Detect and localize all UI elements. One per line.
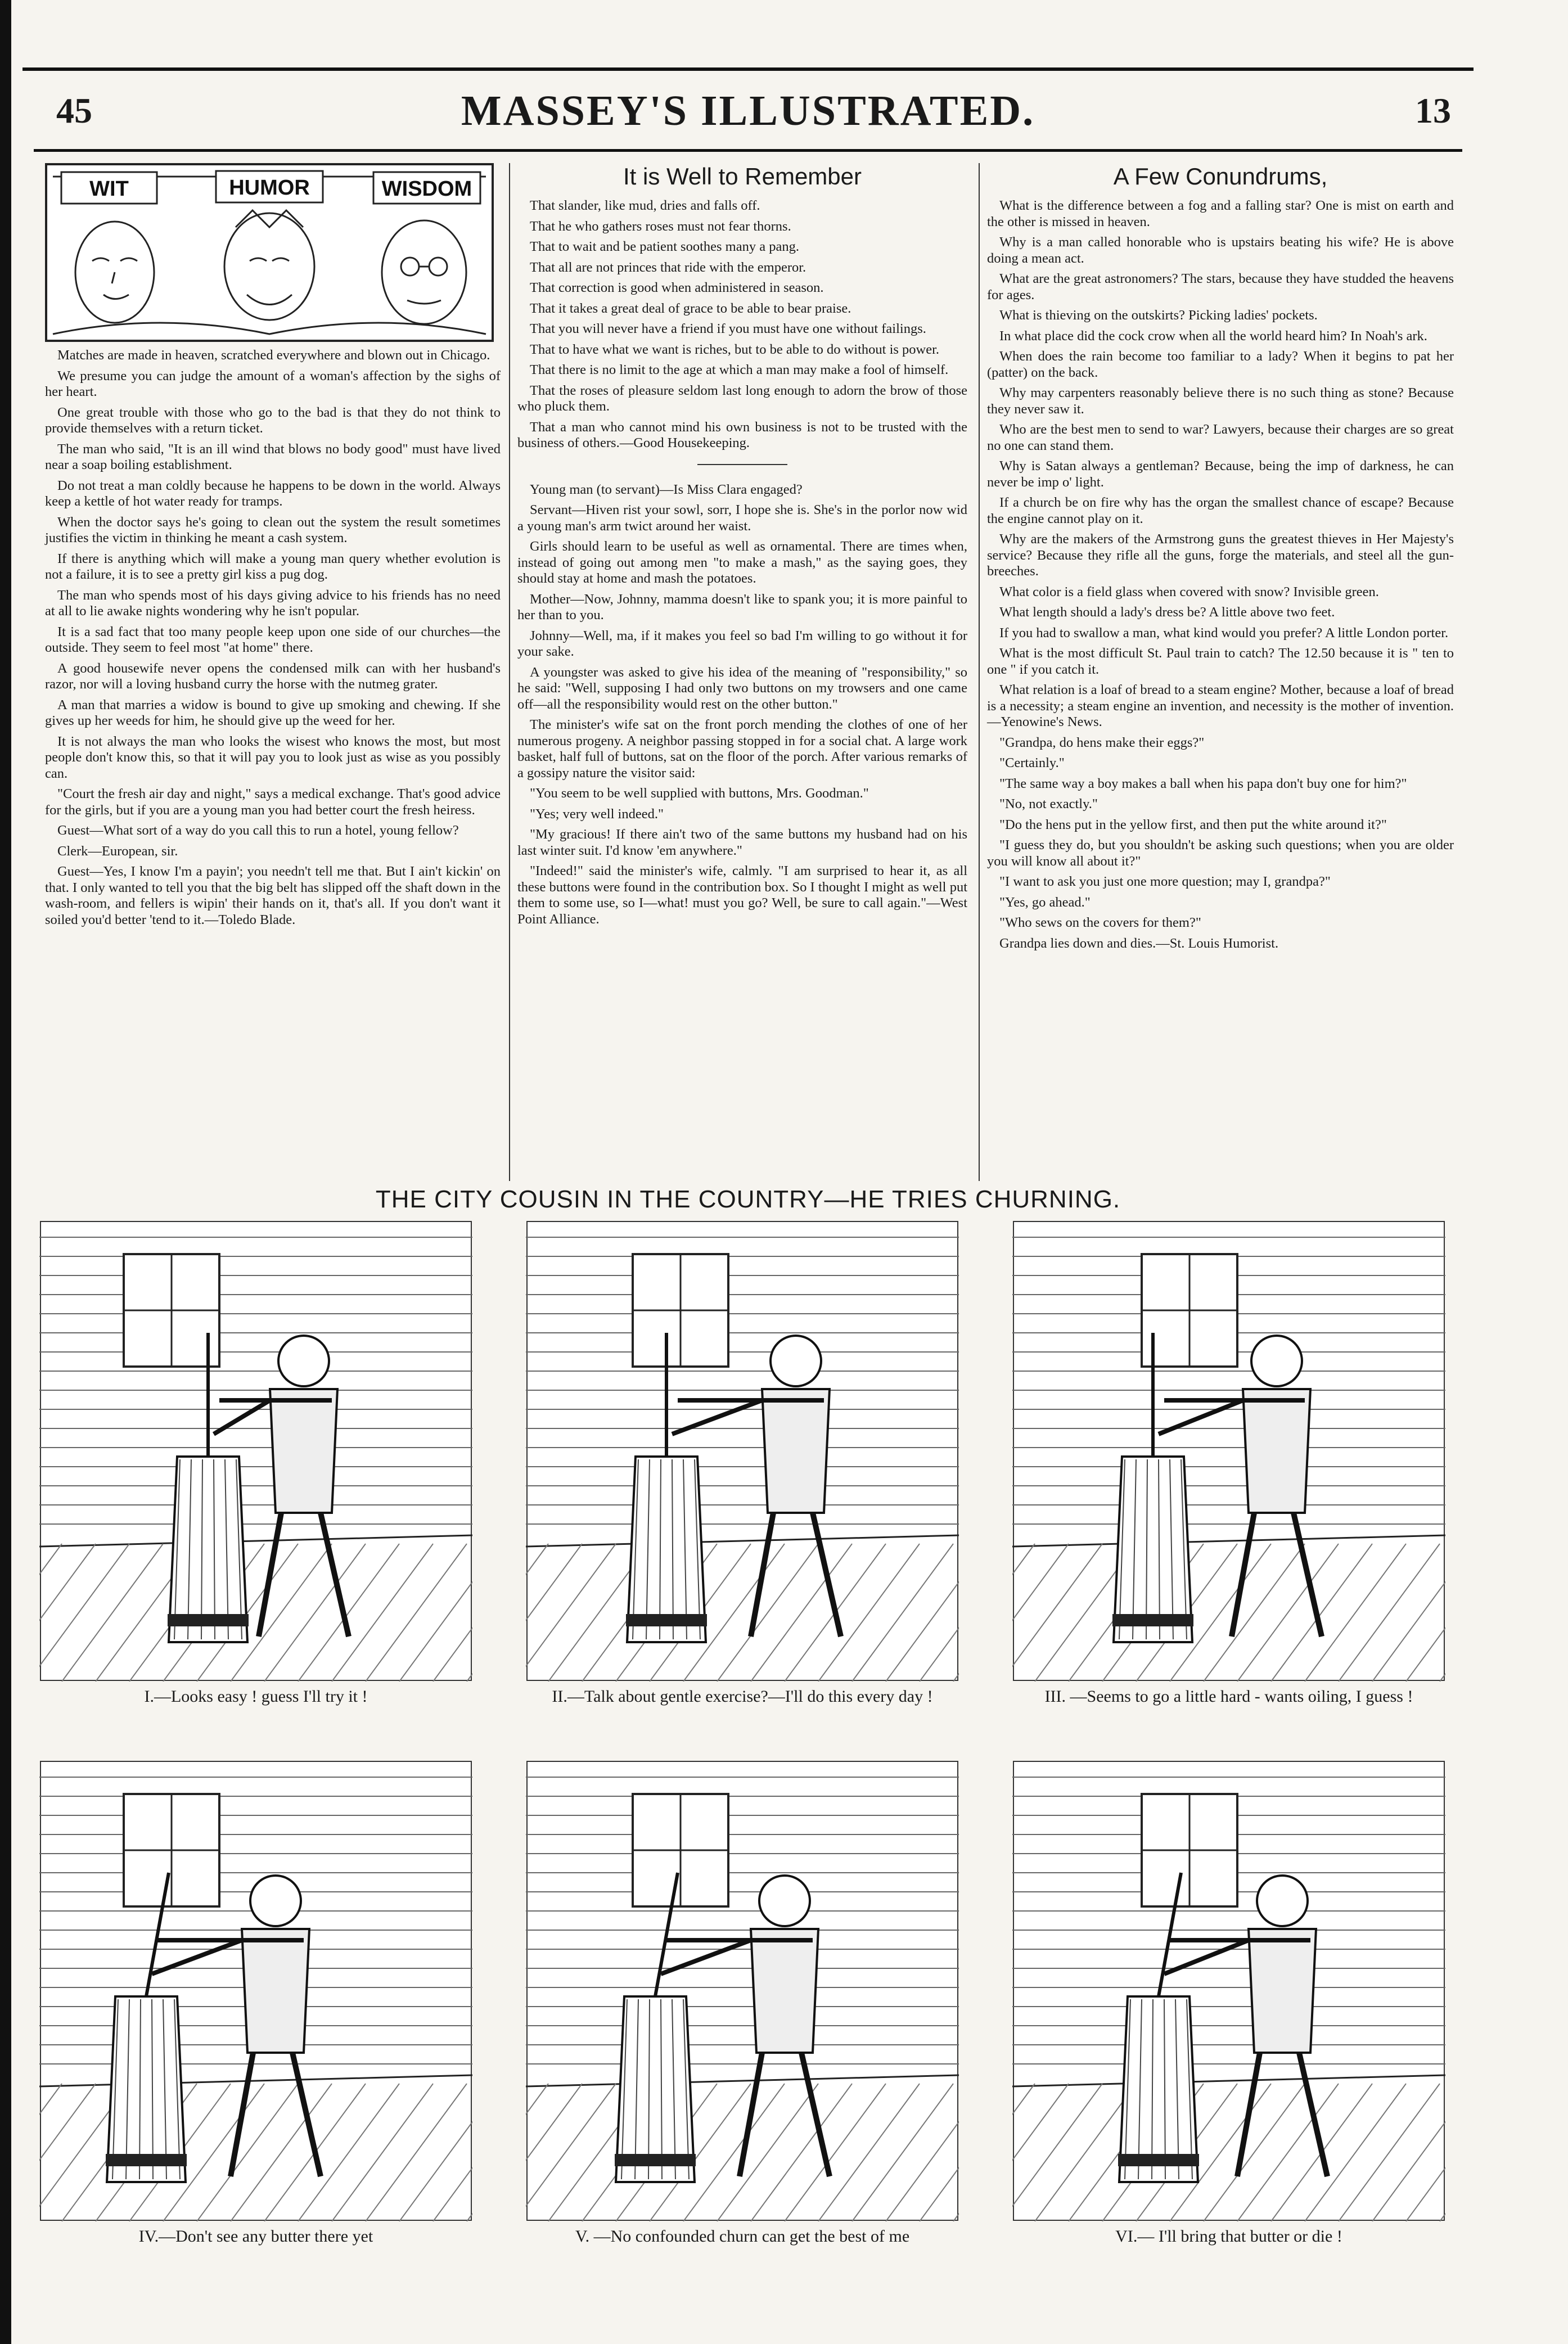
anecdote-paragraph: "My gracious! If there ain't two of the same buttons my husband had on his last winter suit. I'd know 'em anywhere." (517, 827, 967, 858)
section-divider (697, 464, 787, 465)
comic-caption-2: II.—Talk about gentle exercise?—I'll do this every day ! (552, 1687, 933, 1706)
banner-word-wit: WIT (89, 177, 129, 201)
conundrum-paragraph: "Certainly." (999, 755, 1065, 770)
joke-paragraph: Matches are made in heaven, scratched everywhere and blown out in Chicago. (57, 348, 490, 363)
anecdotes-list (517, 482, 967, 928)
article-title-conundrums: A Few Conundrums, (1113, 163, 1328, 190)
conundrum-paragraph: What are the great astronomers? The stars, because they have studded the heavens for ages. (987, 271, 1454, 303)
conundrum-paragraph: "Grandpa, do hens make their eggs?" (999, 734, 1205, 750)
comic-strip-title: THE CITY COUSIN IN THE COUNTRY—HE TRIES CHURNING. (375, 1185, 1121, 1213)
maxim-line: That you will never have a friend if you must have one without failings. (530, 321, 926, 336)
column-conundrums (987, 163, 1454, 956)
maxim-line: That to have what we want is riches, but to be able to do without is power. (530, 341, 940, 357)
comic-panel-4 (39, 1760, 472, 2246)
joke-paragraph: A man that marries a widow is bound to give up smoking and chewing. If she gives up her weeds for him, he should give up the weed for her. (45, 697, 501, 728)
anecdote-paragraph: "You seem to be well supplied with buttons, Mrs. Goodman." (530, 786, 869, 801)
conundrum-paragraph: If you had to swallow a man, what kind would you prefer? A little London porter. (999, 625, 1449, 641)
banner-word-humor: HUMOR (229, 176, 310, 200)
conundrum-paragraph: In what place did the cock crow when all the world heard him? In Noah's ark. (999, 328, 1427, 344)
joke-paragraph: Guest—What sort of a way do you call this to run a hotel, young fellow? (57, 823, 459, 838)
header-rule (34, 149, 1462, 152)
conundrum-paragraph: Why may carpenters reasonably believe there is no such thing as stone? Because they never saw it. (987, 385, 1454, 417)
maxims-list (517, 198, 967, 452)
article-title-well-to-remember: It is Well to Remember (623, 163, 862, 190)
conundrum-paragraph: What color is a field glass when covered with snow? Invisible green. (999, 584, 1379, 599)
maxim-line: That the roses of pleasure seldom last long enough to adorn the brow of those who pluck them. (517, 382, 967, 414)
joke-paragraph: The man who said, "It is an ill wind that blows no body good" must have lived near a soap boiling establishment. (45, 441, 501, 472)
maxim-line: That all are not princes that ride with the emperor. (530, 259, 806, 275)
column-divider (509, 163, 510, 1181)
comic-caption-6: VI.— I'll bring that butter or die ! (1115, 2227, 1342, 2246)
comic-panel-5 (526, 1760, 959, 2246)
conundrum-paragraph: What is thieving on the outskirts? Picking ladies' pockets. (999, 308, 1318, 323)
comic-panel-illustration (1012, 1220, 1445, 1682)
banner-word-wisdom: WISDOM (381, 177, 472, 201)
conundrum-paragraph: "No, not exactly." (999, 796, 1098, 812)
comic-panel-illustration (526, 1760, 959, 2221)
newspaper-page (22, 67, 1474, 2306)
anecdote-paragraph: The minister's wife sat on the front porch mending the clothes of one of her numerous progeny. A neighbor passing stopped in for a social chat. A large work basket, half full of buttons, sat on the floor of the porch. After various remarks of a gossipy nature the visitor said: (517, 717, 967, 781)
conundrum-paragraph: Who are the best men to send to war? Lawyers, because their charges are so great no one can stand them. (987, 422, 1454, 453)
joke-paragraph: If there is anything which will make a young man query whether evolution is not a failure, it is to see a pretty girl kiss a pug dog. (45, 551, 501, 582)
joke-paragraph: The man who spends most of his days giving advice to his friends has no need at all to lie awake nights wondering why he isn't popular. (45, 587, 501, 619)
conundrum-paragraph: "I guess they do, but you shouldn't be asking such questions; when you are older you will know all about it?" (987, 837, 1454, 869)
maxim-line: That slander, like mud, dries and falls off. (530, 198, 760, 213)
comic-caption-5: V. —No confounded churn can get the best of me (575, 2227, 910, 2246)
conundrum-paragraph: What is the difference between a fog and a falling star? One is mist on earth and the other is missed in heaven. (987, 198, 1454, 229)
masthead (22, 67, 1474, 141)
publication-title: MASSEY'S ILLUSTRATED. (461, 87, 1035, 134)
comic-panel-3 (1012, 1220, 1445, 1706)
conundrum-paragraph: "Do the hens put in the yellow first, and then put the white around it?" (999, 817, 1387, 832)
comic-panel-illustration (39, 1220, 472, 1682)
comic-caption-1: I.—Looks easy ! guess I'll try it ! (144, 1687, 368, 1706)
maxim-line: That there is no limit to the age at which a man may make a fool of himself. (530, 362, 949, 377)
conundrum-paragraph: Why are the makers of the Armstrong guns the greatest thieves in Her Majesty's service? Because they rifle all the guns, forge the materials, and steel all the gun-breeches. (987, 531, 1454, 579)
maxim-line: That correction is good when administered in season. (530, 280, 824, 295)
anecdote-paragraph: "Yes; very well indeed." (530, 806, 664, 822)
page-number-right: 13 (1415, 91, 1451, 130)
conundrum-paragraph: What length should a lady's dress be? A little above two feet. (999, 605, 1335, 620)
conundrum-paragraph: "The same way a boy makes a ball when his papa don't buy one for him?" (999, 776, 1407, 791)
joke-paragraph: It is not always the man who looks the wisest who knows the most, but most people don't know this, so that it will pay you to look just as wise as you possibly can. (45, 733, 501, 781)
column-wit-humor-wisdom (45, 163, 501, 932)
comic-panel-2 (526, 1220, 959, 1706)
maxim-line: That it takes a great deal of grace to be able to bear praise. (530, 300, 851, 316)
comic-panel-illustration (1012, 1760, 1445, 2221)
joke-paragraph: "Court the fresh air day and night," says a medical exchange. That's good advice for the girls, but if you are a young man you had better court the fresh heiress. (45, 786, 501, 818)
conundrum-paragraph: What relation is a loaf of bread to a steam engine? Mother, because a loaf of bread is a necessity; a steam engine an invention, and necessity is the mother of invention.—Yenowine's News. (987, 682, 1454, 729)
conundrum-paragraph: "Who sews on the covers for them?" (999, 915, 1201, 930)
banner-illustration (47, 165, 492, 340)
conundrum-paragraph: What is the most difficult St. Paul train to catch? The 12.50 because it is " ten to one " if you catch it. (987, 646, 1454, 677)
comic-panel-6 (1012, 1760, 1445, 2246)
binding-edge (0, 0, 11, 2344)
conundrum-paragraph: Why is a man called honorable who is upstairs beating his wife? He is above doing a mean act. (987, 235, 1454, 266)
wit-humor-wisdom-banner (45, 163, 494, 342)
joke-paragraph: Clerk—European, sir. (57, 843, 178, 859)
conundrum-paragraph: Grandpa lies down and dies.—St. Louis Humorist. (999, 935, 1279, 951)
maxim-line: That to wait and be patient soothes many a pang. (530, 239, 799, 254)
anecdote-paragraph: Servant—Hiven rist your sowl, sorr, I hope she is. She's in the porlor now wid a young man's arm twict around her waist. (517, 502, 967, 534)
joke-paragraph: When the doctor says he's going to clean out the system the result sometimes justifies the victim in thinking he meant a cash system. (45, 514, 501, 546)
anecdote-paragraph: Young man (to servant)—Is Miss Clara engaged? (530, 481, 803, 497)
joke-paragraph: It is a sad fact that too many people keep upon one side of our churches—the outside. They seem to feel most "at home" there. (45, 624, 501, 655)
page-number-left: 45 (56, 91, 92, 130)
conundrums-list (987, 198, 1454, 952)
jokes-list (45, 348, 501, 928)
column-divider (979, 163, 980, 1181)
anecdote-paragraph: Girls should learn to be useful as well as ornamental. There are times when, instead of going out among men "to make a mash," as the saying goes, they should stay at home and mash the potatoes. (517, 539, 967, 586)
comic-caption-4: IV.—Don't see any butter there yet (138, 2227, 373, 2246)
conundrum-paragraph: When does the rain become too familiar to a lady? When it begins to pat her (patter) on the back. (987, 349, 1454, 380)
conundrum-paragraph: If a church be on fire why has the organ the smallest chance of escape? Because the engine cannot play on it. (987, 495, 1454, 526)
anecdote-paragraph: "Indeed!" said the minister's wife, calmly. "I am surprised to hear it, as all these buttons were found in the contribution box. So I thought I might as well put them to some use, so I—what! must you go? Well, be sure to call again."—West Point Alliance. (517, 863, 967, 927)
column-well-to-remember (517, 163, 967, 932)
anecdote-paragraph: Johnny—Well, ma, if it makes you feel so bad I'm willing to go without it for your sake. (517, 628, 967, 659)
anecdote-paragraph: Mother—Now, Johnny, mamma doesn't like to spank you; it is more painful to her than to you. (517, 591, 967, 623)
maxim-line: That he who gathers roses must not fear thorns. (530, 218, 791, 234)
joke-paragraph: A good housewife never opens the condensed milk can with her husband's razor, nor will a loving husband curry the horse with the nutmeg grater. (45, 660, 501, 692)
conundrum-paragraph: Why is Satan always a gentleman? Because, being the imp of darkness, he can never be imp o' light. (987, 458, 1454, 490)
joke-paragraph: Do not treat a man coldly because he happens to be down in the world. Always keep a kettle of hot water ready for tramps. (45, 477, 501, 509)
maxim-line: That a man who cannot mind his own business is not to be trusted with the business of others.—Good Housekeeping. (517, 419, 967, 450)
joke-paragraph: One great trouble with those who go to the bad is that they do not think to provide themselves with a return ticket. (45, 404, 501, 436)
joke-paragraph: Guest—Yes, I know I'm a payin'; you needn't tell me that. But I ain't kickin' on that. I only wanted to tell you that the big belt has slipped off the shaft down in the wash-room, and fellers is wipin' their hands on it, that's all. If you don't want it soiled you'd better 'tend to it.—Toledo Blade. (45, 864, 501, 927)
comic-panel-illustration (39, 1760, 472, 2221)
joke-paragraph: We presume you can judge the amount of a woman's affection by the sighs of her heart. (45, 368, 501, 399)
conundrum-paragraph: "I want to ask you just one more question; may I, grandpa?" (999, 874, 1331, 889)
conundrum-paragraph: "Yes, go ahead." (999, 894, 1091, 910)
anecdote-paragraph: A youngster was asked to give his idea of the meaning of "responsibility," so he said: "Well, supposing I had only two buttons on my trowsers and one came off—all the responsibility would rest on the other button." (517, 664, 967, 712)
comic-caption-3: III. —Seems to go a little hard - wants oiling, I guess ! (1044, 1687, 1413, 1706)
comic-panel-illustration (526, 1220, 959, 1682)
comic-panel-1 (39, 1220, 472, 1706)
